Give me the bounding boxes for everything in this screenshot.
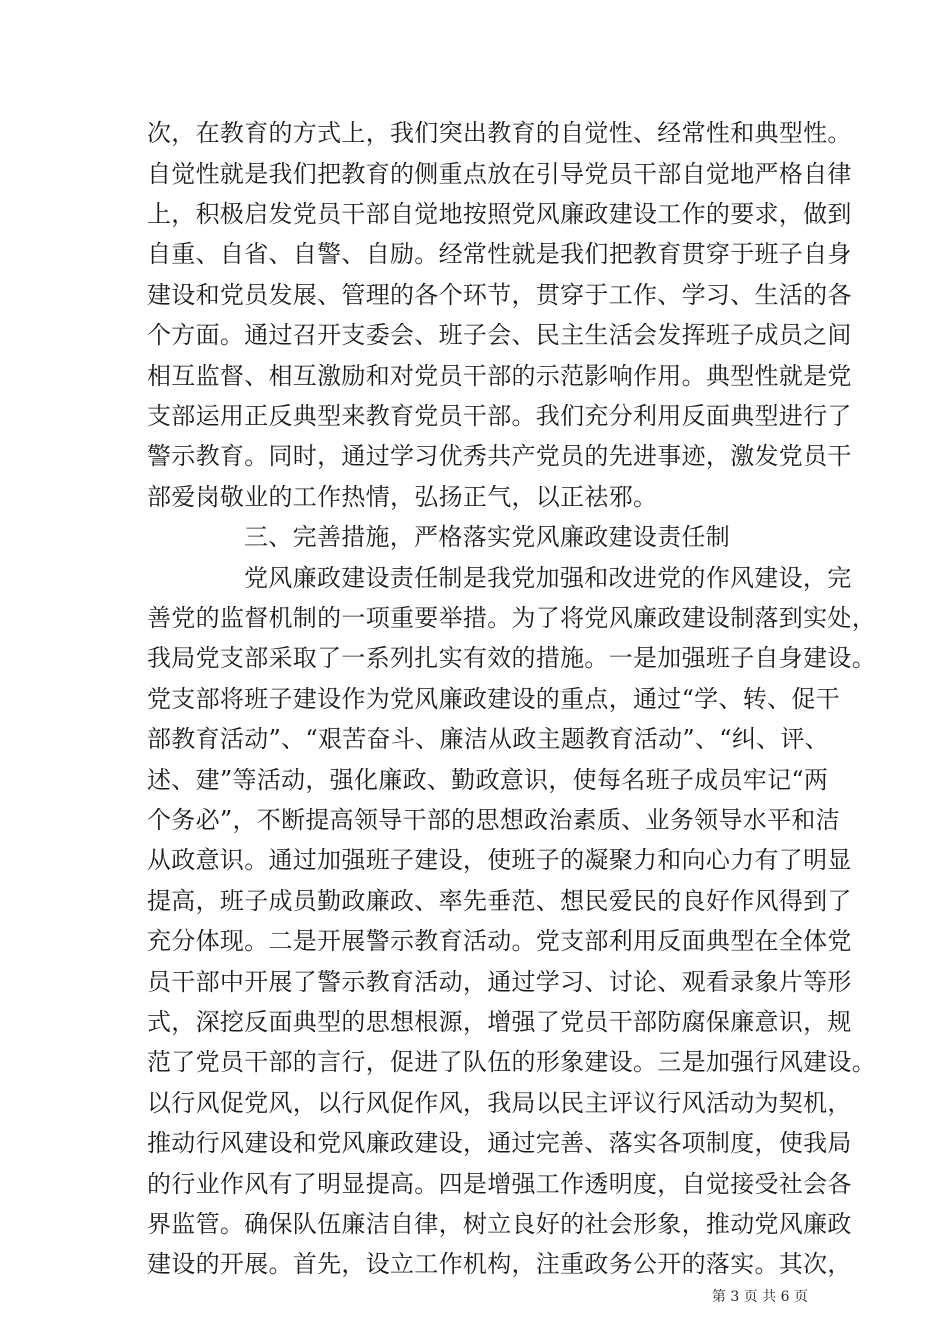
body-text-line: 部爱岗敬业的工作热情，弘扬正气，以正祛邪。	[147, 483, 658, 511]
body-text-line: 述、建”等活动，强化廉政、勤政意识，使每名班子成员牢记“两	[147, 766, 829, 794]
body-text-line: 的行业作风有了明显提高。四是增强工作透明度，自觉接受社会各	[147, 1170, 852, 1198]
body-text-line: 自觉性就是我们把教育的侧重点放在引导党员干部自觉地严格自律	[147, 160, 852, 188]
body-text-line: 以行风促党风，以行风促作风，我局以民主评议行风活动为契机，	[147, 1089, 852, 1117]
body-text-line: 员干部中开展了警示教育活动，通过学习、讨论、观看录象片等形	[147, 968, 852, 996]
body-text-line: 从政意识。通过加强班子建设，使班子的凝聚力和向心力有了明显	[147, 846, 852, 874]
body-text-line: 上，积极启发党员干部自觉地按照党风廉政建设工作的要求，做到	[147, 200, 852, 228]
body-text-line: 充分体现。二是开展警示教育活动。党支部利用反面典型在全体党	[147, 927, 852, 955]
body-text-line: 党支部将班子建设作为党风廉政建设的重点，通过“学、转、促干	[147, 685, 840, 713]
body-text-line: 提高，班子成员勤政廉政、率先垂范、想民爱民的良好作风得到了	[147, 887, 852, 915]
body-text-line: 部教育活动”、“艰苦奋斗、廉洁从政主题教育活动”、“纠、评、	[147, 725, 830, 753]
body-text-line: 建设的开展。首先，设立工作机构，注重政务公开的落实。其次，	[147, 1250, 852, 1278]
page-number: 第 3 页 共 6 页	[711, 1289, 808, 1305]
body-text-line: 自重、自省、自警、自励。经常性就是我们把教育贯穿于班子自身	[147, 240, 852, 268]
body-text-line: 界监管。确保队伍廉洁自律，树立良好的社会形象，推动党风廉政	[147, 1210, 852, 1238]
body-text-line: 我局党支部采取了一系列扎实有效的措施。一是加强班子自身建设。	[147, 644, 876, 672]
body-text-line: 个务必”，不断提高领导干部的思想政治素质、业务领导水平和洁	[147, 806, 840, 834]
body-text-line: 党风廉政建设责任制是我党加强和改进党的作风建设，完	[244, 564, 852, 592]
body-text-line: 建设和党员发展、管理的各个环节，贯穿于工作、学习、生活的各	[147, 281, 852, 309]
body-text-line: 推动行风建设和党风廉政建设，通过完善、落实各项制度，使我局	[147, 1129, 852, 1157]
body-text-line: 警示教育。同时，通过学习优秀共产党员的先进事迹，激发党员干	[147, 442, 852, 470]
section-heading: 三、完善措施，严格落实党风廉政建设责任制	[244, 523, 730, 551]
body-text-line: 个方面。通过召开支委会、班子会、民主生活会发挥班子成员之间	[147, 321, 852, 349]
body-text-line: 式，深挖反面典型的思想根源，增强了党员干部防腐保廉意识，规	[147, 1008, 852, 1036]
body-text-line: 相互监督、相互激励和对党员干部的示范影响作用。典型性就是党	[147, 362, 852, 390]
body-text-line: 范了党员干部的言行，促进了队伍的形象建设。三是加强行风建设。	[147, 1048, 876, 1076]
body-text-line: 善党的监督机制的一项重要举措。为了将党风廉政建设制落到实处，	[147, 604, 876, 632]
body-text-line: 次，在教育的方式上，我们突出教育的自觉性、经常性和典型性。	[147, 119, 852, 147]
body-text-line: 支部运用正反典型来教育党员干部。我们充分利用反面典型进行了	[147, 402, 852, 430]
